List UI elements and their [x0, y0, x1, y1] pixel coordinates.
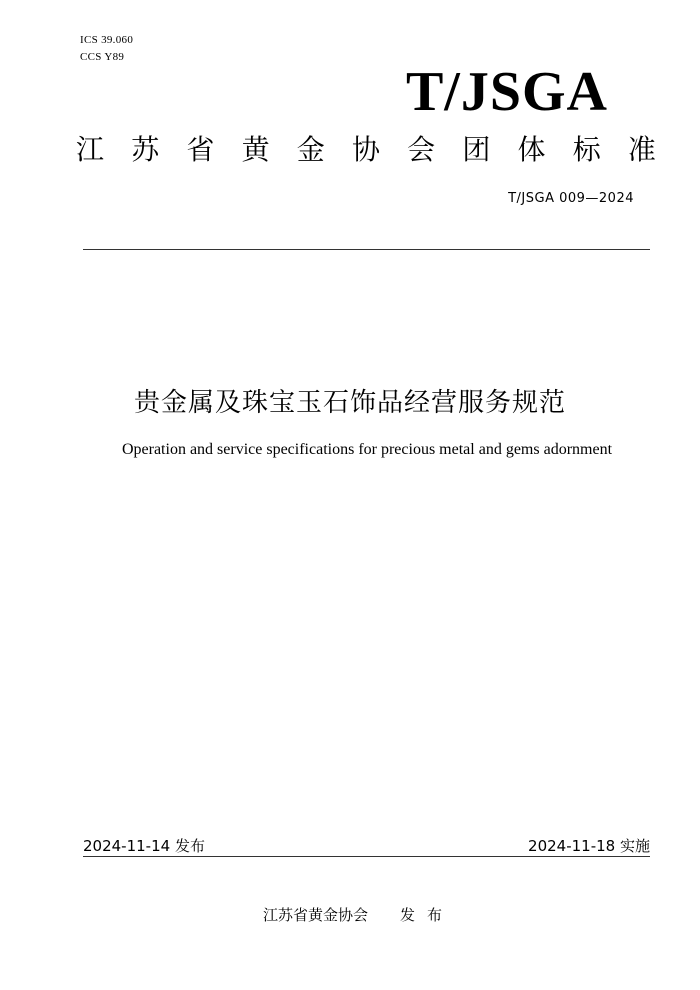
- organization-standard-name: [76, 133, 656, 166]
- org-char: 准: [627, 133, 656, 166]
- org-char: 苏: [131, 133, 160, 166]
- org-char: 省: [186, 133, 215, 166]
- issue-date: 2024-11-14 发布: [83, 837, 205, 855]
- standard-logo: T/JSGA: [405, 61, 608, 123]
- org-char: 协: [351, 133, 380, 166]
- effective-date: 2024-11-18 实施: [528, 837, 650, 855]
- publisher-action: 发布: [400, 906, 455, 924]
- org-char: 江: [76, 133, 105, 166]
- org-char: 团: [462, 133, 491, 166]
- document-title-english: Operation and service specifications for precious metal and gems adornment: [121, 441, 613, 458]
- org-char: 会: [407, 133, 436, 166]
- org-char: 体: [517, 133, 546, 166]
- ics-code: ICS 39.060: [80, 34, 134, 46]
- ccs-code: CCS Y89: [80, 51, 125, 63]
- publisher-line: [263, 904, 454, 925]
- org-char: 标: [572, 133, 601, 166]
- top-divider: [83, 249, 650, 250]
- publisher-name: 江苏省黄金协会: [263, 906, 369, 924]
- standard-number: T/JSGA 009—2024: [508, 191, 634, 206]
- bottom-divider: [83, 856, 650, 857]
- document-title-chinese: 贵金属及珠宝玉石饰品经营服务规范: [133, 388, 566, 418]
- org-char: 黄: [241, 133, 270, 166]
- org-char: 金: [296, 133, 325, 166]
